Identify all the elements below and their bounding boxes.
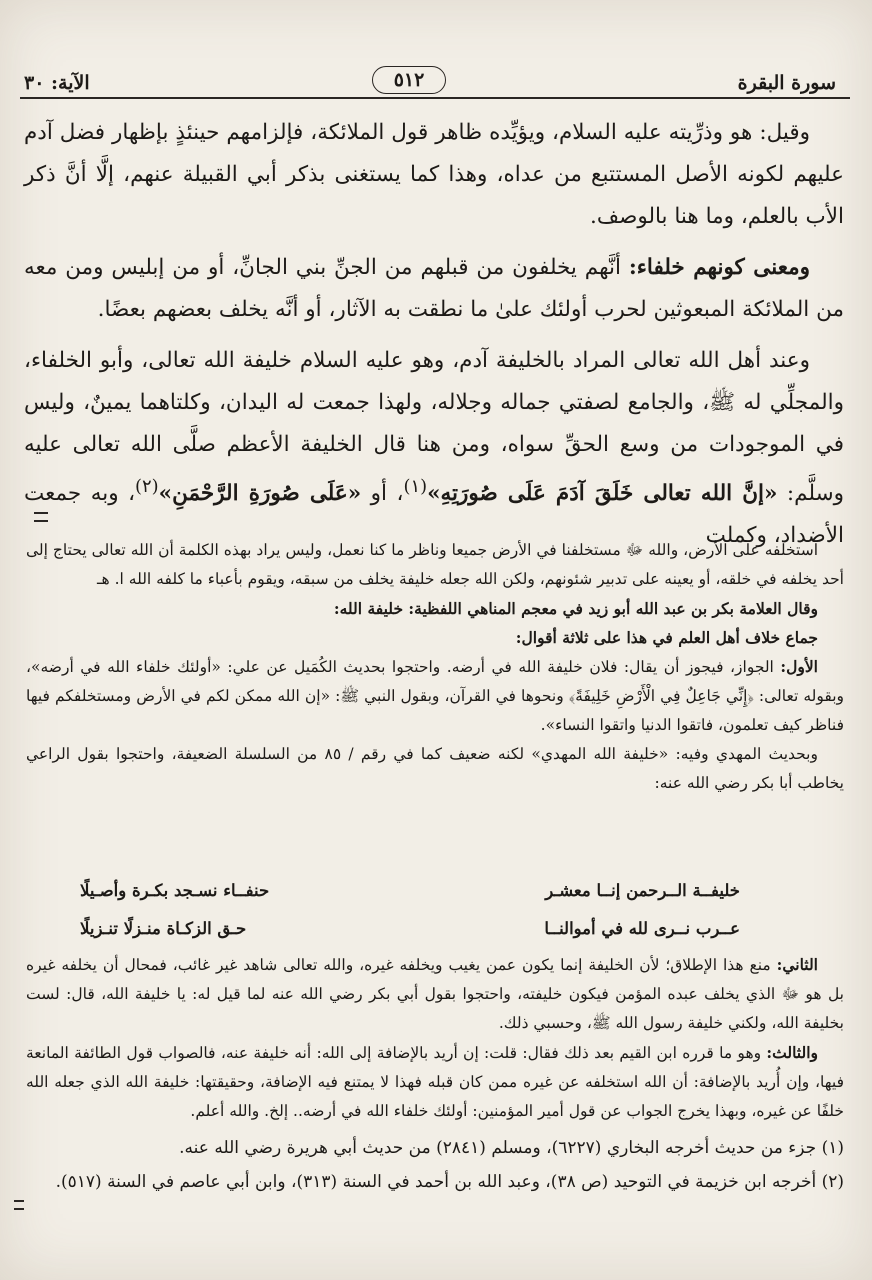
note-paragraph [26, 652, 844, 740]
footnotes [24, 1131, 844, 1199]
note-text: وهو ما قرره ابن القيم بعد ذلك فقال: قلت: إن أريد بالإضافة إلى الله: أنه خليفة عنه، فالصواب قول الطائفة المانعة فيها، وإن أُريد بالإضافة: أن الله استخلفه عن غيره ممن كان قبله فهذا لا يمتنع فيه الإضافة، وحقيقتها: خليفة الله الذي جعله الله خلفًا عن غيره، وبهذا يخرج الجواب عن قول أمير المؤمنين: أولئك خلفاء الله في أرضه.. إلخ. والله أعلم. [26, 1044, 844, 1120]
note-paragraph: جماع خلاف أهل العلم في هذا على ثلاثة أقوال: [515, 628, 818, 647]
note-paragraph [26, 950, 844, 1038]
commentary-notes [26, 536, 844, 798]
verse-number: الآية: ٣٠ [24, 72, 90, 94]
note-lead: الأول: [780, 657, 818, 676]
note-text: الجواز، فيجوز أن يقال: فلان خليفة الله في أرضه. واحتجوا بحديث الكُمَيل عن علي: «أولئك خلفاء الله في أرضه»، وبقوله تعالى: ﴿إِنِّي جَاعِلٌ فِي الْأَرْضِ خَلِيفَةً﴾ ونحوها في القرآن، وبقول النبي ﷺ: «إن الله ممكن لكم في الأرض ومستخلفكم فيها فناظر كيف تعلمون، فاتقوا الدنيا واتقوا النساء». [26, 658, 844, 734]
poem-verses [80, 872, 740, 948]
footnote-1: (١) جزء من حديث أخرجه البخاري (٦٢٢٧)، ومسلم (٢٨٤١) من حديث أبي هريرة رضي الله عنه. [179, 1138, 844, 1158]
main-paragraph [24, 247, 844, 331]
poem-line [80, 910, 740, 948]
page-number: ٥١٢ [372, 66, 446, 94]
footnote-ref: (١) [403, 476, 428, 497]
note-paragraph [26, 1038, 844, 1126]
continuation-mark [34, 512, 48, 522]
note-paragraph: استخلفه على الأرض، والله ﷻ مستخلفنا في الأرض جميعا وناظر ما كنا نعمل، وليس يراد بهذه الكلمة أن الله تعالى يحتاج إلى أحد يخلفه في خلقه، أو يعينه على تدبير شئونهم، ولكن الله جعله خليفة يخلف من سبقه، ويقوم بأعباء ما كلفه الله ا. هـ [26, 541, 844, 588]
note-lead: الثاني: [776, 955, 818, 974]
paragraph-text: ، وبه جمعت الأضداد، وكملت [24, 481, 844, 549]
main-paragraph [24, 340, 844, 557]
header-rule [20, 97, 850, 99]
hadith-quote: «إنَّ الله تعالى خَلَقَ آدَمَ عَلَى صُورَتِهِ» [427, 481, 778, 507]
main-text [24, 112, 844, 566]
paragraph-text: وعند أهل الله تعالى المراد بالخليفة آدم، وهو عليه السلام خليفة الله تعالى، وأبو الخلفاء، والمجلِّي له ﷺ، والجامع لصفتي جماله وجلاله، ولهذا جمعت له اليدان، وكلتاهما يمينٌ، وليس في الموجودات من وسع الحقِّ سواه، ومن هنا قال الخليفة الأعظم صلَّى الله تعالى عليه وسلَّم: [24, 348, 844, 507]
footnote-2: (٢) أخرجه ابن خزيمة في التوحيد (ص ٣٨)، وعبد الله بن أحمد في السنة (٣١٣)، وابن أبي عاصم في السنة (٥١٧). [55, 1172, 844, 1192]
hemistich-left: حـق الزكـاة منـزلًا تنـزيلًا [80, 919, 247, 938]
note-paragraph: وقال العلامة بكر بن عبد الله أبو زيد في معجم المناهي اللفظية: خليفة الله: [333, 599, 818, 618]
commentary-notes-continued [26, 950, 844, 1126]
page-header [20, 62, 852, 100]
hemistich-left: حنفــاء نسـجد بكـرة وأصـيلًا [80, 881, 270, 900]
poem-line [80, 872, 740, 910]
surah-title: سورة البقرة [737, 72, 836, 94]
note-lead: والثالث: [766, 1043, 818, 1062]
note-paragraph: وبحديث المهدي وفيه: «خليفة الله المهدي» لكنه ضعيف كما في رقم / ٨٥ من السلسلة الضعيفة، واحتجوا بقول الراعي يخاطب أبا بكر رضي الله عنه: [26, 745, 844, 792]
footnote-ref: (٢) [135, 476, 159, 497]
hemistich-right: عــرب نــرى لله في أموالنــا [544, 919, 740, 938]
hemistich-right: خليفــة الــرحمن إنــا معشـر [545, 881, 740, 900]
paragraph-text: ، أو [361, 481, 404, 507]
hadith-quote: «عَلَى صُورَةِ الرَّحْمَنِ» [158, 481, 362, 507]
note-text: منع هذا الإطلاق؛ لأن الخليفة إنما يكون عمن يغيب ويخلفه غيره، والله تعالى شاهد غير غائب، فمحال أن يخلفه غيره بل هو ﷻ الذي يخلف عبده المؤمن فيكون خليفته، واحتجوا بقول أبي بكر رضي الله عنه لما قيل له: يا خليفة الله، قال: لست بخليفة الله، ولكني خليفة رسول الله ﷺ، وحسبي ذلك. [26, 956, 844, 1032]
main-paragraph: وقيل: هو وذرِّيته عليه السلام، ويؤيِّده ظاهر قول الملائكة، فإلزامهم حينئذٍ بإظهار فضل آدم عليهم لكونه الأصل المستتبع من عداه، وهذا كما يستغنى بذكر أبي القبيلة عنهم، إلَّا أنَّ ذكر الأب بالعلم، وما هنا بالوصف. [24, 120, 844, 229]
paragraph-lead: ومعنى كونهم خلفاء: [628, 255, 810, 280]
paragraph-text: أنَّهم يخلفون من قبلهم من الجنِّ بني الجانِّ، أو من إبليس ومن معه من الملائكة المبعوثين لحرب أولئك علىٰ ما نطقت به الآثار، أو أنَّه يخلف بعضهم بعضًا. [24, 255, 844, 322]
continuation-mark [14, 1200, 24, 1210]
